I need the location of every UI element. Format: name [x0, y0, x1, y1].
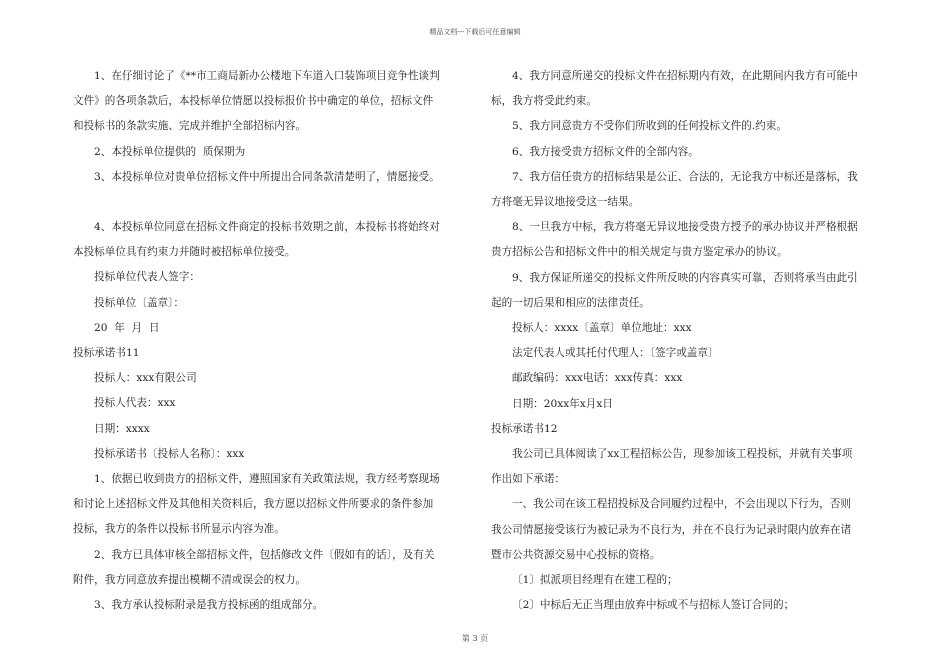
text-line: 贵方招标公告和招标文件中的相关规定与贵方鉴定承办的协议。: [491, 246, 788, 259]
left-column: [73, 64, 465, 618]
text-line: 日期：xxxx: [94, 422, 150, 435]
text-line: 附件，我方同意放弃提出模糊不清或误会的权力。: [73, 573, 307, 586]
text-line: 投标承诺书11: [73, 347, 140, 360]
text-line: 投标人代表：xxx: [94, 397, 176, 410]
page-header: 精品文档---下载后可任意编辑: [429, 28, 521, 36]
text-line: 我公司情愿接受该行为被记录为不良行为，并在不良行为记录时限内放弃在诸: [491, 523, 852, 536]
text-line: 9、我方保证所递交的投标文件所反映的内容真实可靠，否则将承当由此引: [512, 271, 858, 284]
text-line: 邮政编码：xxx电话：xxx传真：xxx: [512, 372, 683, 385]
text-line: 和讨论上述招标文件及其他相关资料后，我方愿以招标文件所要求的条件参加: [73, 498, 434, 511]
text-line: 2、我方已具体审核全部招标文件，包括修改文件〔假如有的话〕，及有关: [94, 548, 435, 561]
text-line: 6、我方接受贵方招标文件的全部内容。: [512, 145, 699, 158]
text-line: 投标人：xxxx〔盖章〕单位地址：xxx: [512, 322, 692, 335]
text-line: 和投标书的条款实施、完成并维护全部招标内容。: [73, 120, 307, 133]
text-line: 〔2〕中标后无正当理由放弃中标或不与招标人签订合同的；: [512, 599, 795, 612]
text-line: 方将毫无异议地接受这一结果。: [491, 196, 640, 209]
text-line: 我公司已具体阅读了xx工程招标公告，现参加该工程投标，并就有关事项: [512, 448, 853, 461]
text-line: 作出如下承诺：: [491, 473, 566, 486]
text-line: 8、一旦我方中标，我方将毫无异议地接受贵方授予的承办协议并严格根据: [512, 221, 858, 234]
text-line: 4、本投标单位同意在招标文件商定的投标书效期之前，本投标书将始终对: [94, 221, 440, 234]
text-line: 2、本投标单位提供的 质保期为: [94, 145, 246, 158]
text-line: 日期：20xx年x月x日: [512, 397, 613, 410]
text-line: 投标人：xxx有限公司: [94, 372, 197, 385]
text-line: 投标单位代表人签字：: [94, 271, 200, 284]
text-line: 5、我方同意贵方不受你们所收到的任何投标文件的.约束。: [512, 120, 787, 133]
text-line: 文件》的各项条款后，本投标单位情愿以投标报价书中确定的单位，招标文件: [73, 95, 434, 108]
text-line: 本投标单位具有约束力并随时被招标单位接受。: [73, 246, 296, 259]
text-line: 3、我方承认投标附录是我方投标函的组成部分。: [94, 599, 324, 612]
text-line: 1、在仔细讨论了《**市工商局新办公楼地下车道入口装饰项目竞争性谈判: [94, 70, 440, 82]
text-line: 标，我方将受此约束。: [491, 95, 597, 108]
text-line: 投标承诺书〔投标人名称〕：xxx: [94, 447, 245, 460]
text-line: 暨市公共资源交易中心投标的资格。: [491, 548, 661, 561]
text-line: 起的一切后果和相应的法律责任。: [491, 296, 650, 309]
text-line: 〔1〕拟派项目经理有在建工程的；: [512, 574, 678, 587]
text-line: [73, 190, 465, 215]
text-line: 法定代表人或其托付代理人：〔签字或盖章〕: [512, 347, 719, 360]
text-line: 7、我方信任贵方的招标结果是公正、合法的，无论我方中标还是落标，我: [512, 170, 858, 183]
page-footer: 第 3 页: [461, 634, 489, 643]
text-line: 投标承诺书12: [491, 422, 558, 435]
text-line: 3、本投标单位对贵单位招标文件中所提出合同条款清楚明了，情愿接受。: [94, 170, 440, 183]
text-line: 20 年 月 日: [94, 321, 160, 334]
right-column: [491, 64, 883, 618]
text-line: 投标单位〔盖章〕：: [94, 296, 185, 309]
text-line: 4、我方同意所递交的投标文件在招标期内有效，在此期间内我方有可能中: [512, 70, 858, 82]
text-line: 一、我公司在该工程招投标及合同履约过程中，不会出现以下行为，否则: [512, 498, 851, 511]
text-line: 1、依据已收到贵方的招标文件，遵照国家有关政策法规，我方经考察现场: [94, 473, 440, 486]
text-line: 投标，我方的条件以投标书所显示内容为准。: [73, 523, 285, 536]
